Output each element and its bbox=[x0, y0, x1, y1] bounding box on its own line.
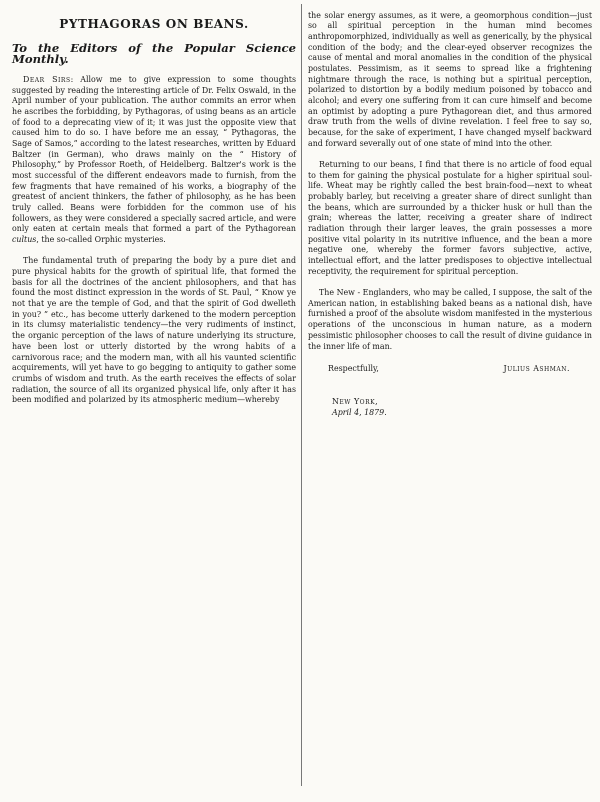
signature-line bbox=[308, 364, 592, 375]
paragraph-1 bbox=[12, 75, 296, 246]
signature: Julius Ashman. bbox=[503, 363, 570, 373]
paragraph-1-text: : Allow me to give expression to some thoughts suggested by reading the interesting article of Dr. Felix Oswald, in the April number of your publication. The author commits an error when he ascribes the forbidding, by Pythagoras, of using beans as an article of food to a deprecating view of it; it was just the opposite view that caused him to do so. I have before me an essay, “ Pythagoras, the Sage of Samos,” according to the latest researches, written by Eduard Baltzer (in German), who draws mainly on the “ History of Philosophy,” by Professor Roeth, of Heidelberg. Baltzer's work is the most successful of the different endeavors made to furnish, from the few fragments that have remained of his works, a biography of the greatest of ancient thinkers, the father of philosophy, as he has been truly called. Beans were forbidden for the common use of his followers, as they were considered a specially sacred article, and were only eaten at certain meals that formed a part of the Pythagorean bbox=[12, 75, 296, 234]
addressee-line: To the Editors of the Popular Science Monthly. bbox=[12, 41, 296, 66]
paragraph-4: Returning to our beans, I find that there is no article of food equal to them for gaining the physical postulate for a higher spiritual soul-life. Wheat may be rightly called the best brain-food—next to wheat probably barley, but receiving a greater share of direct sunlight than the beans, which are surrounded by a thicker husk or hull than the grain; whereas the latter, receiving a greater share of indirect radiation through their larger leaves, the grain possesses a more positive vital polarity in its nutritive influence, and the bean a more negative one, whereby the former favors subjective, active, intellectual effort, and the latter predisposes to objective intellectual receptivity, the requirement for spiritual perception. bbox=[308, 160, 592, 276]
paragraph-5: The New - Englanders, who may be called, I suppose, the salt of the American nation, in establishing baked beans as a national dish, have furnished a proof of the absolute wisdom manifested in the mysterious operations of the unconscious in human nature, as a modern pessimistic philosopher chooses to call the result of divine guidance in the inner life of man. bbox=[308, 288, 592, 351]
closing: Respectfully, bbox=[328, 363, 379, 373]
paragraph-3: the solar energy assumes, as it were, a geomorphous condition—just so all spiritual perception in the human mind becomes anthropomorphized, individually as well as generically, by the physical condition of the body; and the clear-eyed observer recognizes the cause of mental and moral anomalies in the condition of the physical postulates. Pessimism, as it seems to spread like a frightening nightmare through the race, is nothing but a spiritual perception, polarized to distortion by a bodily medium poisoned by tobacco and alcohol; and every one suffering from it can cure himself and become an optimist by adopting a pure Pythagorean diet, and thus armored draw truth from the wells of divine revelation. I feel free to say so, because, for the sake of experiment, I have changed myself backward and forward severally out of one state of mind into the other. bbox=[308, 10, 592, 148]
dateline bbox=[308, 386, 592, 418]
salutation: Dear Sirs bbox=[23, 75, 71, 85]
date: April 4, 1879. bbox=[332, 407, 387, 417]
paragraph-1-end: , the so-called Orphic mysteries. bbox=[36, 235, 166, 245]
column-divider bbox=[301, 4, 302, 786]
left-column bbox=[12, 0, 296, 802]
article-title: PYTHAGORAS ON BEANS. bbox=[59, 16, 249, 31]
paragraph-2: The fundamental truth of preparing the body by a pure diet and pure physical habits for the growth of spiritual life, that formed the basis for all the doctrines of the ancient philosophers, and that has found the most distinct expression in the words of St. Paul, “ Know ye not that ye are the temple of God, and that the spirit of God dwelleth in you? ” etc., has become utterly darkened to the modern perception in its clumsy materialistic tendency—the very rudiments of instinct, the organic perception of the laws of nature underlying its structure, have been lost or utterly distorted by the wrong habits of a carnivorous race; and the modern man, with all his vaunted scientific acquirements, will yet have to go begging to antiquity to gather some crumbs of wisdom and truth. As the earth receives the effects of solar radiation, the source of all its organized physical life, only after it has been modified and polarized by its atmospheric medium—whereby bbox=[12, 256, 296, 405]
place: New York, bbox=[332, 396, 379, 406]
right-column bbox=[308, 0, 592, 802]
cultus-word: cultus bbox=[12, 235, 37, 245]
